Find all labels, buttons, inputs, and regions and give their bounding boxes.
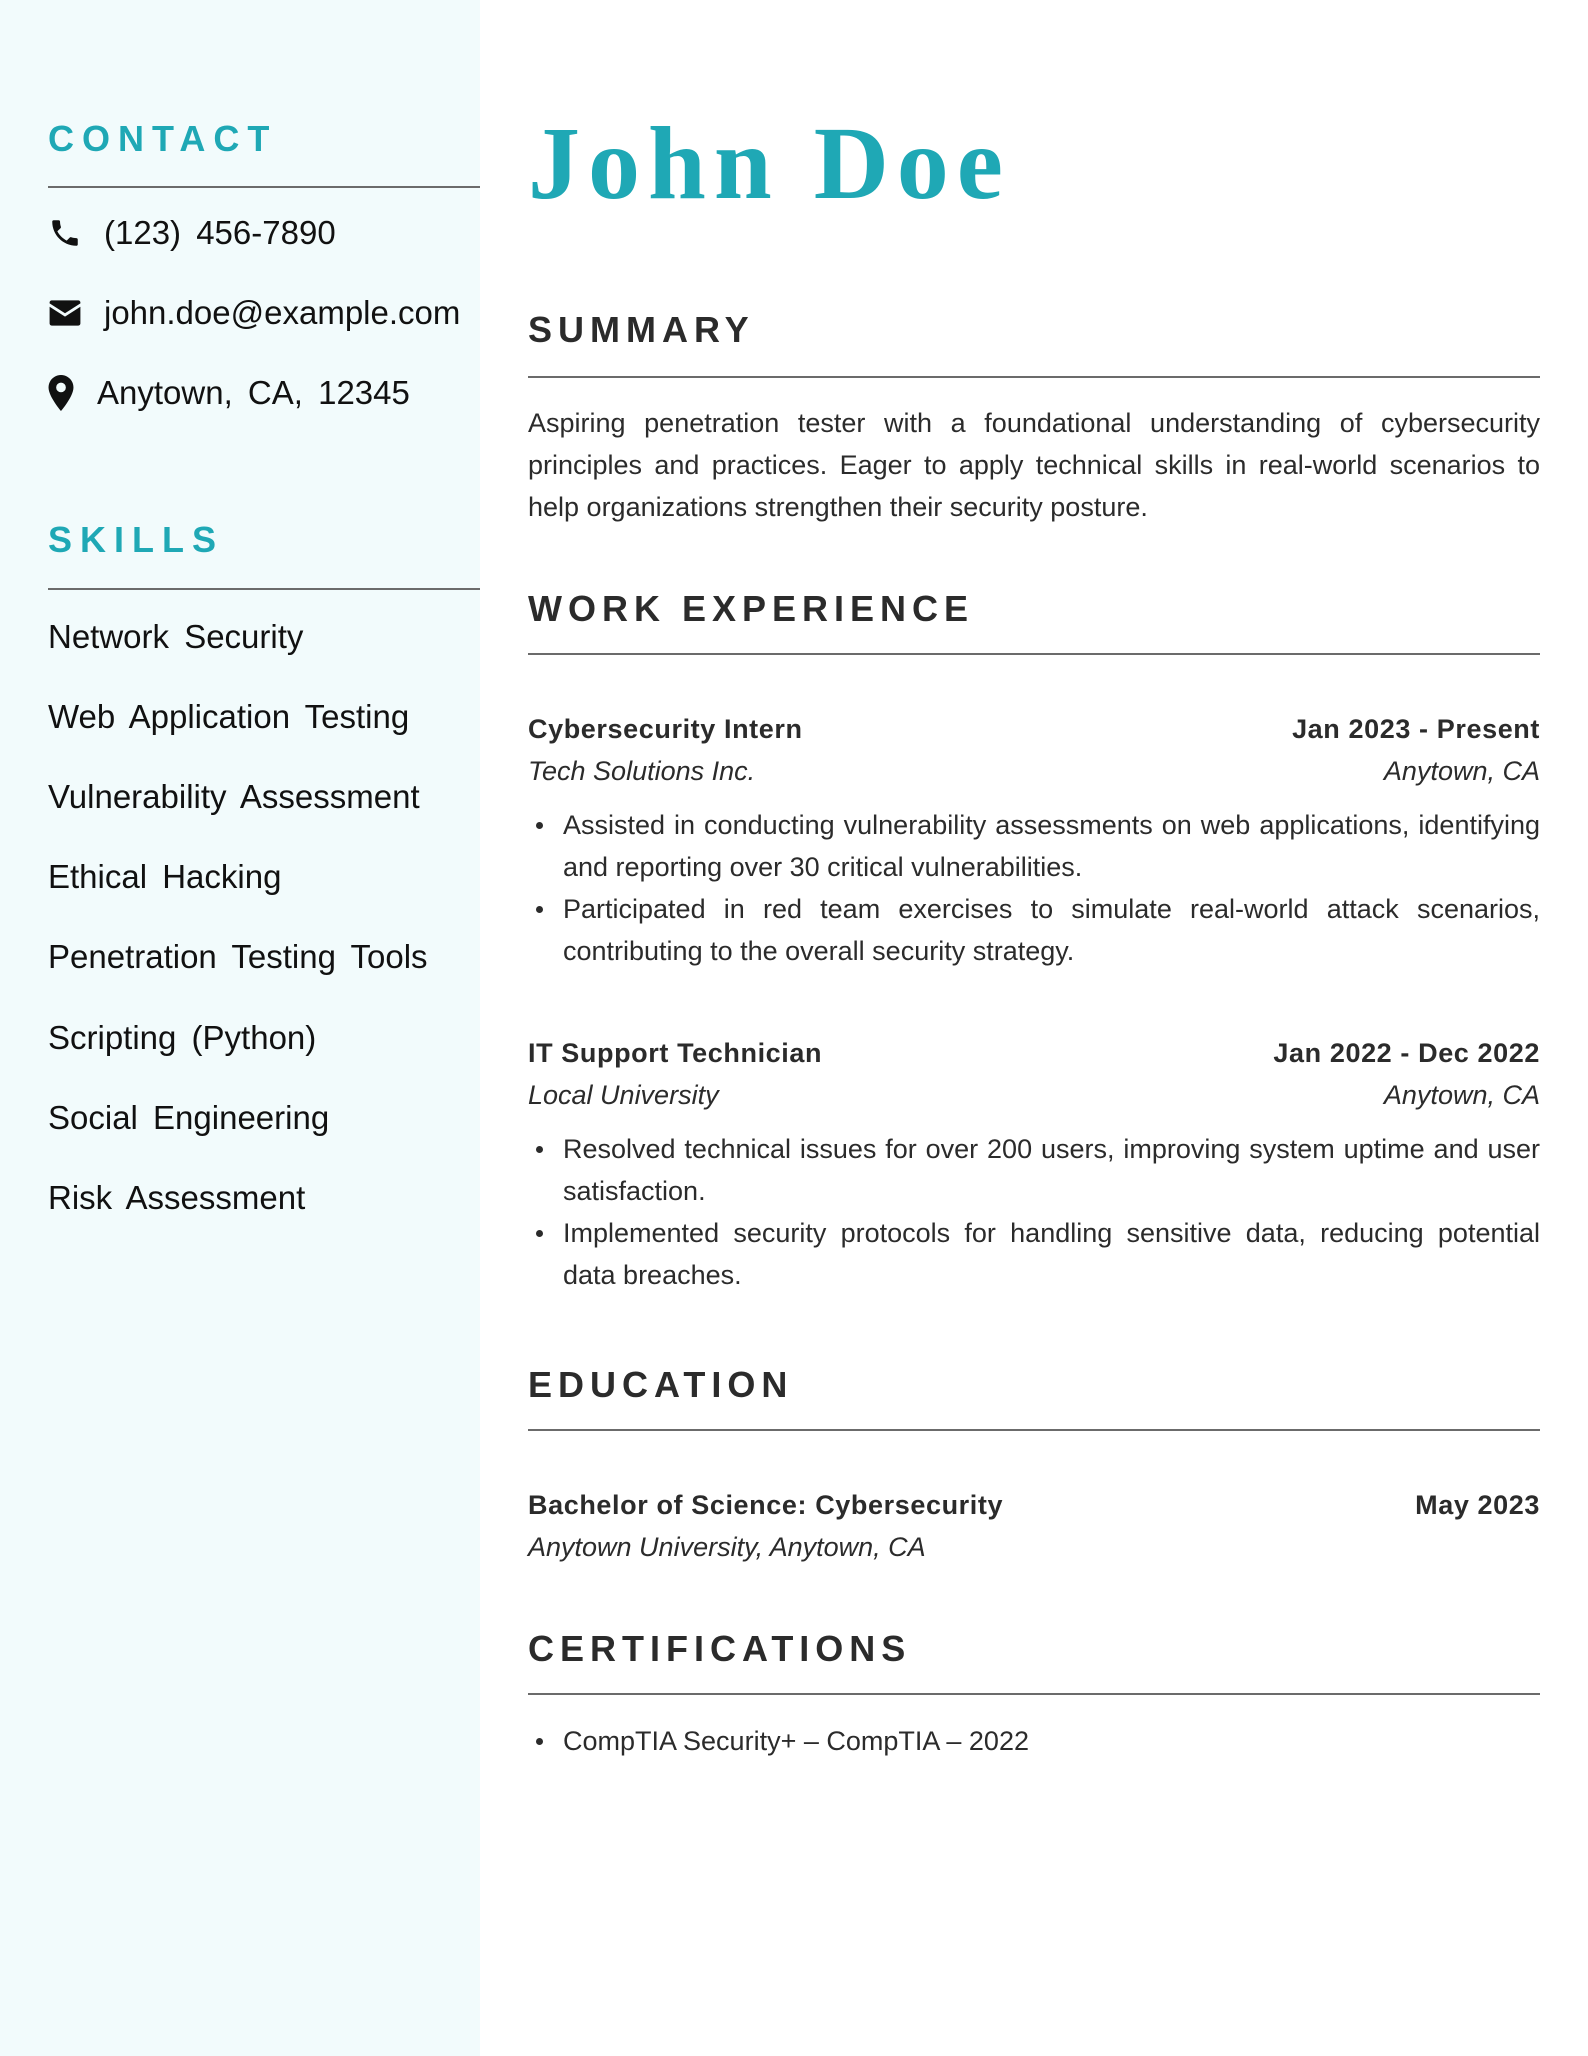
contact-phone[interactable] bbox=[48, 214, 336, 252]
first-name: John bbox=[528, 106, 780, 221]
list-item: Assisted in conducting vulnerability assessments on web applications, identifying and reporting over 30 critical vulnerabilities. bbox=[528, 804, 1540, 888]
job-title-row bbox=[528, 1032, 1540, 1074]
job-company: Tech Solutions Inc. bbox=[528, 756, 756, 786]
list-item: CompTIA Security+ – CompTIA – 2022 bbox=[528, 1720, 1540, 1762]
skill-item: Web Application Testing bbox=[48, 698, 410, 735]
location-pin-icon bbox=[48, 375, 97, 411]
phone-icon bbox=[48, 216, 104, 250]
list-item: Resolved technical issues for over 200 users, improving system uptime and user satisfaction. bbox=[528, 1128, 1540, 1212]
job-dates: Jan 2022 - Dec 2022 bbox=[1273, 1038, 1540, 1068]
list-item: Participated in red team exercises to simulate real-world attack scenarios, contributing to the overall security strategy. bbox=[528, 888, 1540, 972]
job-title: IT Support Technician bbox=[528, 1038, 823, 1068]
job-location: Anytown, CA bbox=[1383, 756, 1540, 786]
last-name: Doe bbox=[813, 106, 1011, 221]
skill-item: Risk Assessment bbox=[48, 1179, 306, 1216]
degree-date: May 2023 bbox=[1415, 1490, 1540, 1520]
envelope-icon bbox=[48, 299, 104, 327]
skill-item: Network Security bbox=[48, 618, 304, 655]
skill-item: Ethical Hacking bbox=[48, 858, 282, 895]
school: Anytown University, Anytown, CA bbox=[528, 1532, 926, 1562]
job-bullets bbox=[528, 1128, 1540, 1296]
divider bbox=[528, 653, 1540, 655]
certifications-heading: CERTIFICATIONS bbox=[528, 1628, 912, 1669]
skill-item: Social Engineering bbox=[48, 1099, 330, 1136]
divider bbox=[48, 186, 480, 188]
job-bullets bbox=[528, 804, 1540, 972]
location-text: Anytown, CA, 12345 bbox=[97, 374, 410, 411]
contact-heading: CONTACT bbox=[48, 118, 278, 159]
divider bbox=[48, 588, 480, 590]
list-item: Implemented security protocols for handling sensitive data, reducing potential data breaches. bbox=[528, 1212, 1540, 1296]
experience-heading: WORK EXPERIENCE bbox=[528, 588, 975, 629]
job-title: Cybersecurity Intern bbox=[528, 714, 803, 744]
school-row bbox=[528, 1526, 1540, 1568]
email-address: john.doe@example.com bbox=[104, 294, 461, 331]
skill-item: Vulnerability Assessment bbox=[48, 778, 420, 815]
skills-heading: SKILLS bbox=[48, 519, 225, 560]
skill-item: Scripting (Python) bbox=[48, 1019, 317, 1056]
divider bbox=[528, 1693, 1540, 1695]
summary-text: Aspiring penetration tester with a foundational understanding of cybersecurity principles and practices. Eager to apply technical skills in real-world scenarios to help organizations strengthen their security posture. bbox=[528, 408, 1540, 522]
phone-number: (123) 456-7890 bbox=[104, 214, 336, 251]
job-company: Local University bbox=[528, 1080, 719, 1110]
contact-email[interactable] bbox=[48, 294, 460, 332]
summary-heading: SUMMARY bbox=[528, 309, 755, 350]
skill-item: Penetration Testing Tools bbox=[48, 938, 428, 975]
divider bbox=[528, 376, 1540, 378]
degree-row bbox=[528, 1484, 1540, 1526]
candidate-name bbox=[528, 106, 1011, 221]
certification-list bbox=[528, 1720, 1540, 1762]
education-heading: EDUCATION bbox=[528, 1364, 794, 1405]
job-dates: Jan 2023 - Present bbox=[1292, 714, 1540, 744]
contact-location bbox=[48, 374, 410, 412]
divider bbox=[528, 1429, 1540, 1431]
job-company-row bbox=[528, 1074, 1540, 1116]
job-location: Anytown, CA bbox=[1383, 1080, 1540, 1110]
job-company-row bbox=[528, 750, 1540, 792]
job-title-row bbox=[528, 708, 1540, 750]
degree: Bachelor of Science: Cybersecurity bbox=[528, 1490, 1004, 1520]
